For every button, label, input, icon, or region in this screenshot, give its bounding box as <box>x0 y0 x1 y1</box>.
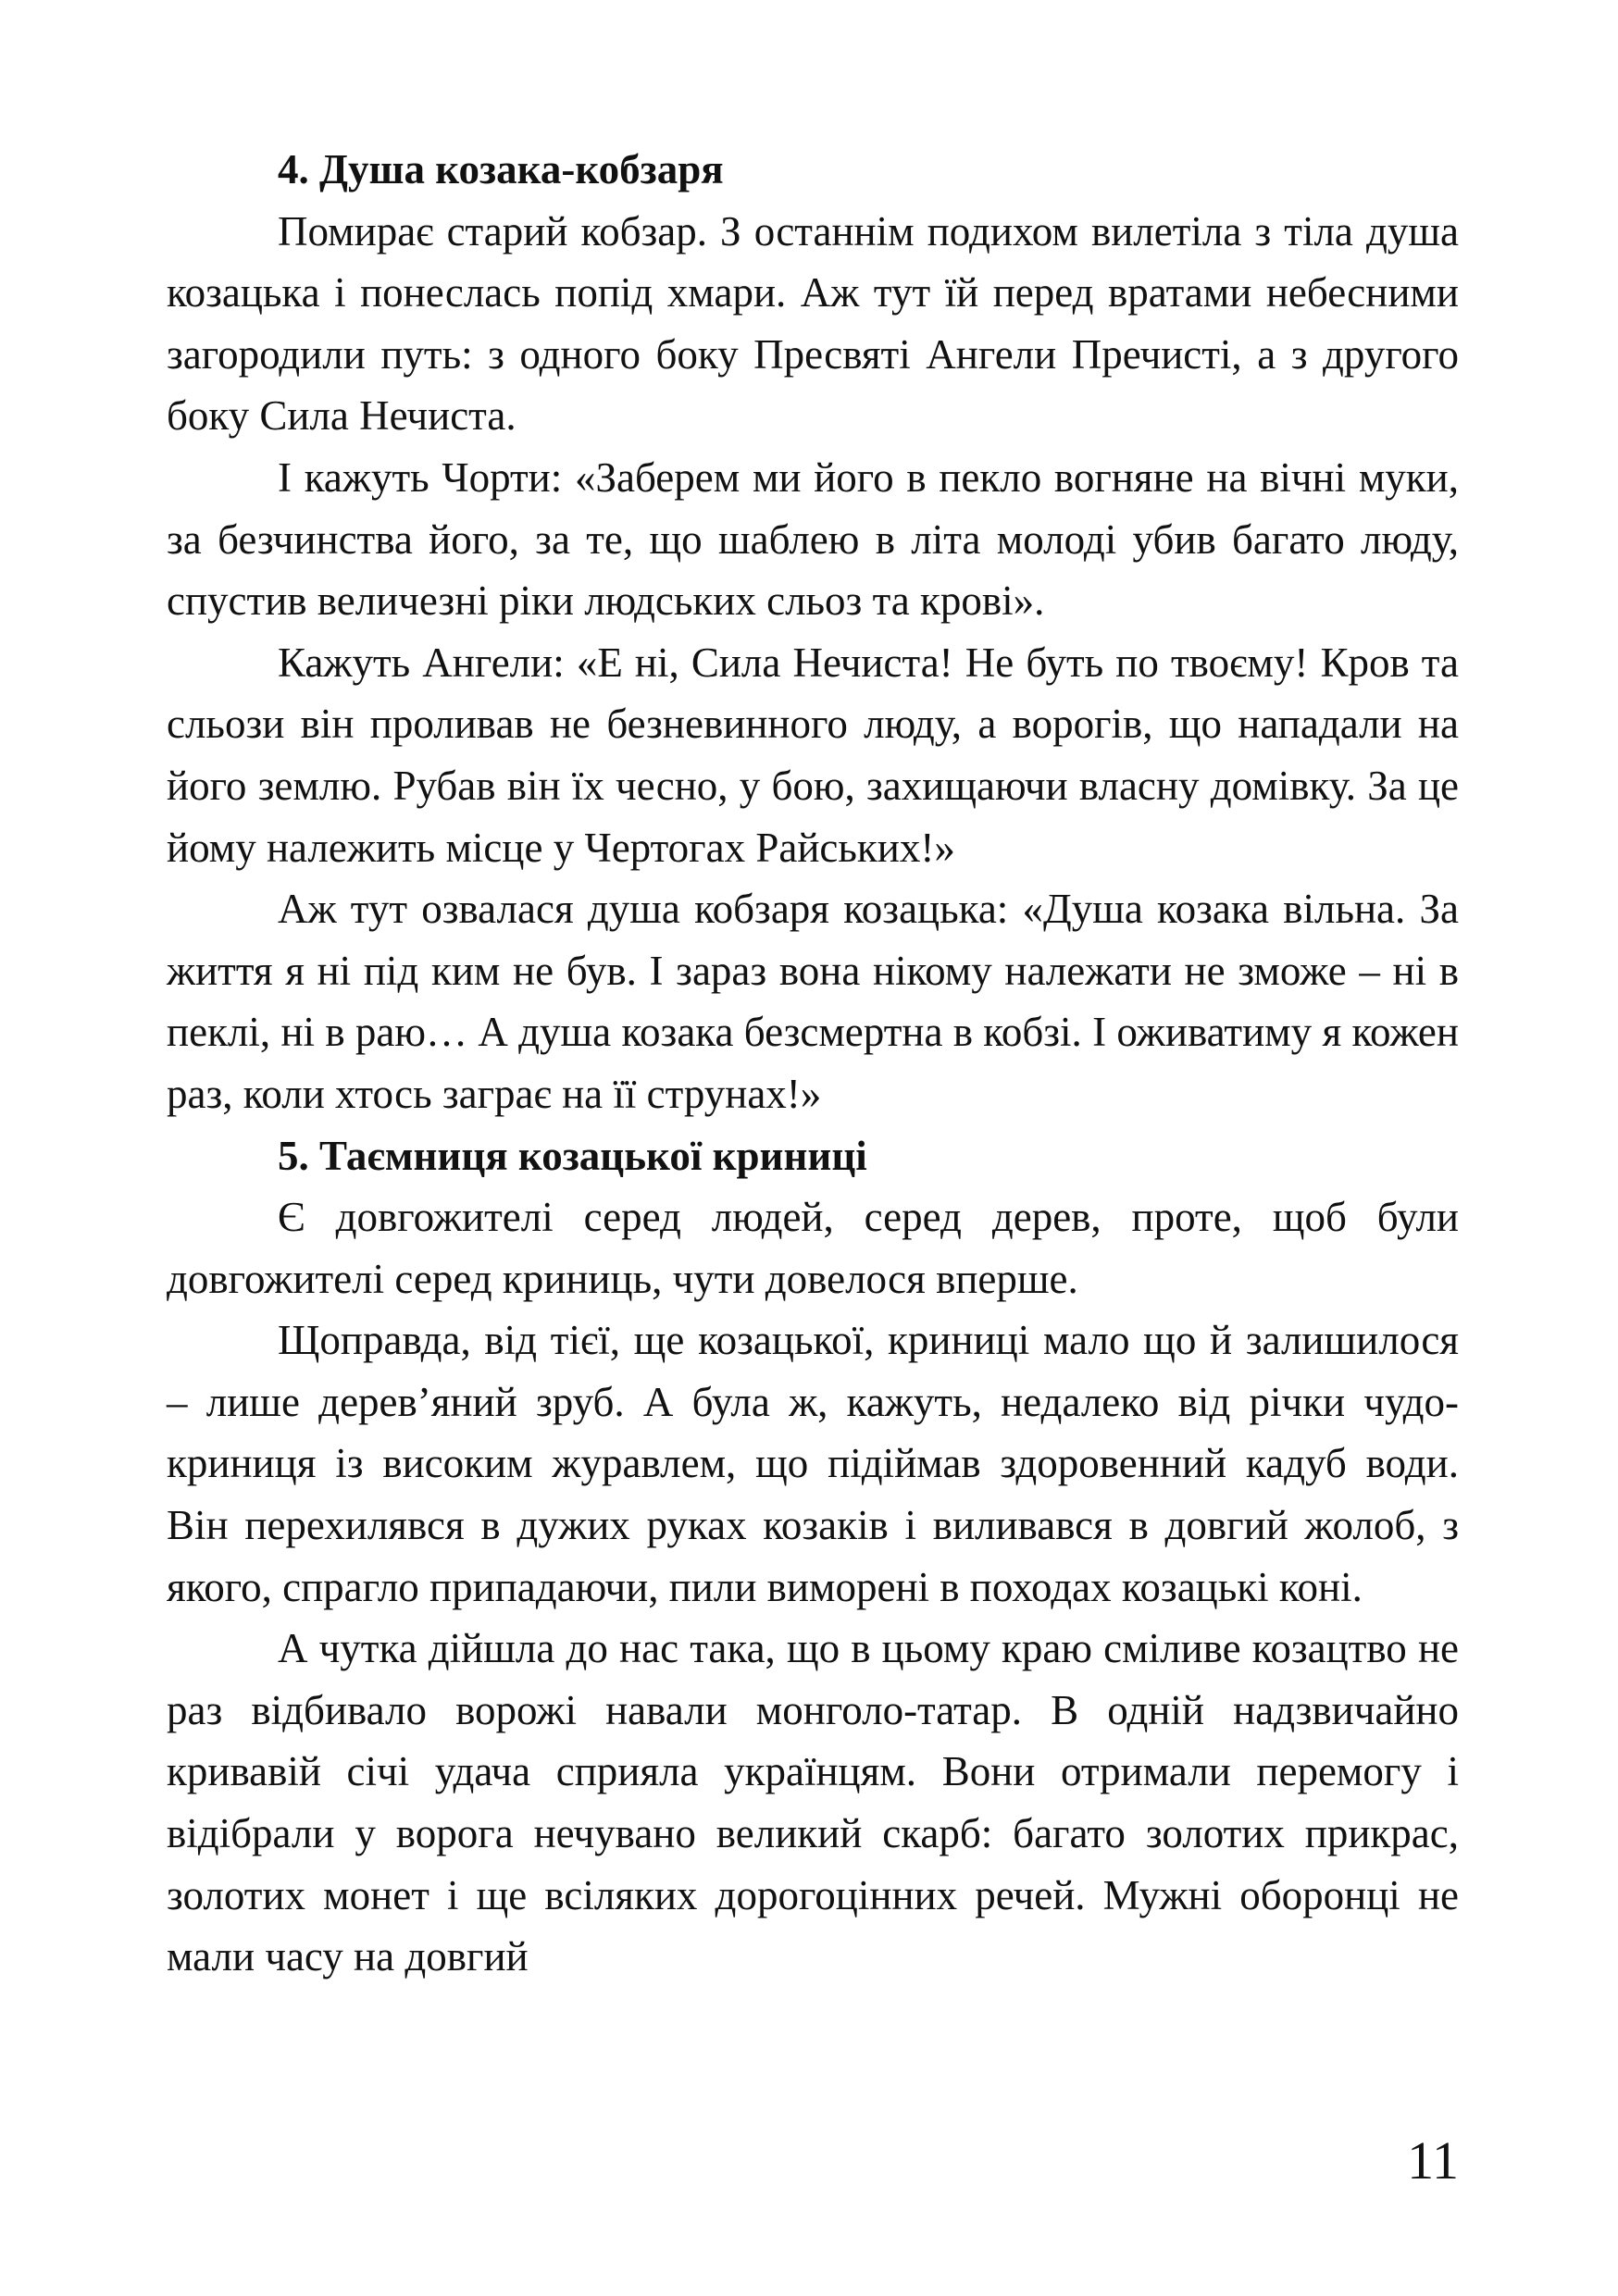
section-soul-of-cossack-kobzar <box>167 139 1459 1125</box>
page-body <box>167 139 1459 1988</box>
paragraph: Кажуть Ангели: «Е ні, Сила Нечиста! Не буть по твоєму! Кров та сльози він проливав не безневинного люду, а ворогів, що нападали на його землю. Рубав він їх чесно, у бою, захищаючи власну домівку. За це йому належить місце у Чертогах Райських!» <box>167 639 1459 871</box>
paragraph: Аж тут озвалася душа кобзаря козацька: «Душа козака вільна. За життя я ні під ким не був. І зараз вона нікому належати не зможе – ні в пеклі, ні в раю… А душа козака безсмертна в кобзі. І оживатиму я кожен раз, коли хтось заграє на її струнах!» <box>167 886 1459 1117</box>
paragraph: А чутка дійшла до нас така, що в цьому краю сміливе козацтво не раз відбивало ворожі навали монголо-татар. В одній надзвичайно кривавій січі удача сприяла українцям. Вони отримали перемогу і відібрали у ворога нечувано великий скарб: багато золотих прикрас, золотих монет і ще всіляких дорогоцінних речей. Мужні оборонці не мали часу на довгий <box>167 1625 1459 1980</box>
paragraph: Помирає старий кобзар. З останнім подихом вилетіла з тіла душа козацька і понеслась попід хмари. Аж тут їй перед вратами небесними загородили путь: з одного боку Пресвяті Ангели Пречисті, а з другого боку Сила Нечиста. <box>167 207 1459 440</box>
section-secret-of-cossack-well <box>167 1125 1459 1988</box>
paragraph: Щоправда, від тієї, ще козацької, криниці мало що й залишилося – лише дерев’яний зруб. А була ж, кажуть, недалеко від річки чудо-криниця із високим журавлем, що підіймав здоровенний кадуб води. Він перехилявся в дужих руках козаків і виливався в довгий жолоб, з якого, спрагло припадаючи, пили виморені в походах козацькі коні. <box>167 1317 1459 1610</box>
paragraph: І кажуть Чорти: «Заберем ми його в пекло вогняне на вічні муки, за безчинства його, за те, що шаблею в літа молоді убив багато люду, спустив величезні ріки людських сльоз та крові». <box>167 453 1459 625</box>
paragraph: Є довгожителі серед людей, серед дерев, проте, щоб були довгожителі серед криниць, чути довелося вперше. <box>167 1194 1459 1302</box>
page-number: 11 <box>1407 2130 1459 2191</box>
section-heading: 5. Таємниця козацької криниці <box>278 1132 867 1179</box>
section-heading: 4. Душа козака-кобзаря <box>278 146 724 192</box>
